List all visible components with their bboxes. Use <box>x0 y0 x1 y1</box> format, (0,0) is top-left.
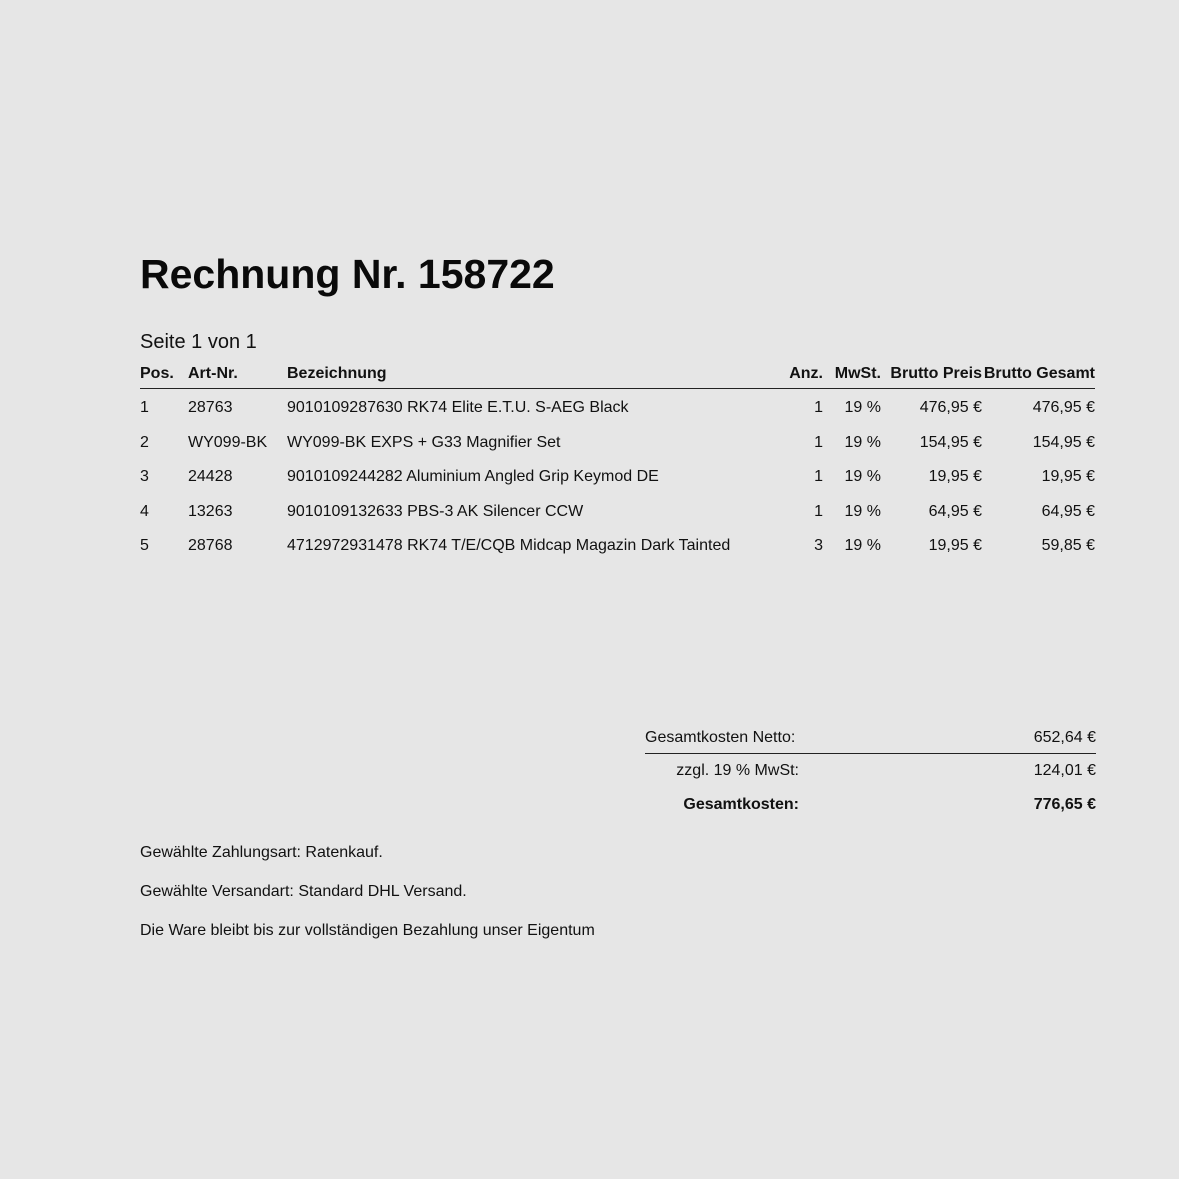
table-row <box>140 460 1095 495</box>
header-mwst: MwSt. <box>823 360 881 389</box>
header-anzahl: Anz. <box>767 360 823 389</box>
table-row <box>140 495 1095 530</box>
cell-bezeichnung: 9010109244282 Aluminium Angled Grip Keymod DE <box>287 468 659 486</box>
total-row <box>645 788 1096 822</box>
cell-brutto-gesamt: 154,95 € <box>1032 433 1095 451</box>
total-value: 776,65 € <box>1033 796 1096 813</box>
table-row <box>140 426 1095 461</box>
cell-art-nr: 13263 <box>188 502 233 520</box>
table-row <box>140 529 1095 564</box>
payment-method-note: Gewählte Zahlungsart: Ratenkauf. <box>140 844 383 861</box>
cell-brutto-preis: 19,95 € <box>928 537 982 555</box>
invoice-notes <box>140 842 595 959</box>
cell-brutto-gesamt: 19,95 € <box>1041 468 1095 486</box>
totals-summary <box>645 722 1096 822</box>
cell-art-nr: 28763 <box>188 399 233 417</box>
cell-pos: 1 <box>140 399 149 417</box>
cell-brutto-preis: 19,95 € <box>928 468 982 486</box>
cell-anzahl: 1 <box>814 399 823 417</box>
invoice-title: Rechnung Nr. 158722 <box>140 251 555 297</box>
mwst-value: 124,01 € <box>1033 762 1096 779</box>
cell-brutto-preis: 476,95 € <box>919 399 982 417</box>
netto-label: Gesamtkosten Netto: <box>645 729 796 746</box>
cell-art-nr: 24428 <box>188 468 233 486</box>
page-info: Seite 1 von 1 <box>140 331 257 353</box>
cell-mwst: 19 % <box>844 502 881 520</box>
table-header-row <box>140 360 1095 389</box>
cell-anzahl: 3 <box>814 537 823 555</box>
header-art-nr: Art-Nr. <box>188 360 287 389</box>
cell-mwst: 19 % <box>844 537 881 555</box>
netto-row <box>645 722 1096 754</box>
cell-art-nr: 28768 <box>188 537 233 555</box>
cell-mwst: 19 % <box>844 399 881 417</box>
cell-mwst: 19 % <box>844 468 881 486</box>
cell-bezeichnung: 9010109287630 RK74 Elite E.T.U. S-AEG Black <box>287 399 629 417</box>
header-pos: Pos. <box>140 360 188 389</box>
cell-bezeichnung: 9010109132633 PBS-3 AK Silencer CCW <box>287 502 584 520</box>
mwst-row <box>645 754 1096 788</box>
cell-brutto-preis: 154,95 € <box>919 433 982 451</box>
invoice-items-table <box>140 360 1095 564</box>
ownership-note: Die Ware bleibt bis zur vollständigen Bezahlung unser Eigentum <box>140 922 595 939</box>
header-brutto-gesamt: Brutto Gesamt <box>982 360 1095 389</box>
cell-art-nr: WY099-BK <box>188 433 268 451</box>
cell-brutto-gesamt: 64,95 € <box>1041 502 1095 520</box>
cell-brutto-preis: 64,95 € <box>928 502 982 520</box>
cell-anzahl: 1 <box>814 502 823 520</box>
header-bezeichnung: Bezeichnung <box>287 360 767 389</box>
shipping-method-note: Gewählte Versandart: Standard DHL Versand. <box>140 883 467 900</box>
netto-value: 652,64 € <box>1033 729 1096 746</box>
cell-mwst: 19 % <box>844 433 881 451</box>
header-brutto-preis: Brutto Preis <box>881 360 982 389</box>
cell-pos: 2 <box>140 433 149 451</box>
cell-bezeichnung: WY099-BK EXPS + G33 Magnifier Set <box>287 433 561 451</box>
cell-brutto-gesamt: 476,95 € <box>1032 399 1095 417</box>
table-row <box>140 389 1095 426</box>
cell-anzahl: 1 <box>814 433 823 451</box>
mwst-label: zzgl. 19 % MwSt: <box>676 762 799 779</box>
cell-anzahl: 1 <box>814 468 823 486</box>
cell-brutto-gesamt: 59,85 € <box>1041 537 1095 555</box>
cell-pos: 3 <box>140 468 149 486</box>
total-label: Gesamtkosten: <box>683 796 799 813</box>
cell-bezeichnung: 4712972931478 RK74 T/E/CQB Midcap Magazin Dark Tainted <box>287 537 731 555</box>
cell-pos: 5 <box>140 537 149 555</box>
cell-pos: 4 <box>140 502 149 520</box>
